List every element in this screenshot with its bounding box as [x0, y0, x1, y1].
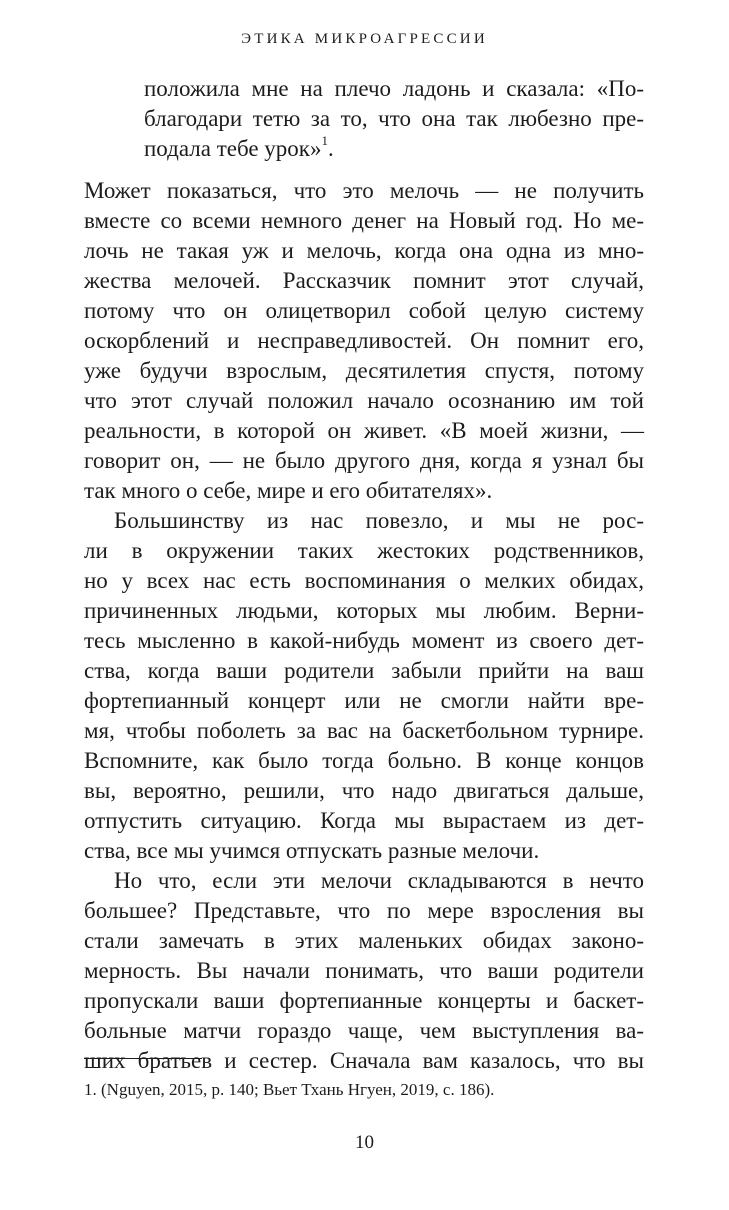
text-line: реальности, в которой он живет. «В моей жизни, — — [84, 418, 644, 443]
text-line: Может показаться, что это мелочь — не получить — [84, 178, 644, 203]
text-line: большее? Представьте, что по мере взросления вы — [84, 898, 644, 923]
paragraph-3 — [84, 866, 644, 1076]
text-line: мерность. Вы начали понимать, что ваши родители — [84, 958, 644, 983]
quote-last-line — [144, 134, 644, 164]
footnote-rule — [84, 1058, 202, 1059]
paragraph-2 — [84, 506, 644, 866]
footnote-ref: 1 — [321, 133, 328, 149]
text-line: так много о себе, мире и его обитателях». — [84, 478, 493, 503]
text-line: вместе со всеми немного денег на Новый год. Но ме- — [84, 208, 644, 233]
text-line: Большинству из нас повезло, и мы не рос- — [114, 508, 644, 533]
quote-line: благодари тетю за то, что она так любезно пре- — [144, 106, 644, 131]
text-line: оскорблений и несправедливостей. Он помнит его, — [84, 328, 644, 353]
text-line: фортепианный концерт или не смогли найти вре- — [84, 688, 644, 713]
text-line: больные матчи гораздо чаще, чем выступления ва- — [84, 1018, 644, 1043]
text-line: причиненных людьми, которых мы любим. Верни- — [84, 598, 644, 623]
text-line: ства, когда ваши родители забыли прийти на ваш — [84, 658, 644, 683]
quote-line: подала тебе урок» — [144, 136, 322, 161]
text-line: говорит он, — не было другого дня, когда я узнал бы — [84, 448, 644, 473]
text-line: тесь мысленно в какой-нибудь момент из своего дет- — [84, 628, 644, 653]
text-line: потому что он олицетворил собой целую систему — [84, 298, 644, 323]
text-line: ли в окружении таких жестоких родственников, — [84, 538, 644, 563]
quote-line: положила мне на плечо ладонь и сказала: «По- — [144, 76, 644, 101]
text-line: стали замечать в этих маленьких обидах законо- — [84, 928, 644, 953]
text-line: отпустить ситуацию. Когда мы вырастаем из дет- — [84, 808, 644, 833]
text-line: ших братьев и сестер. Сначала вам казалось, что вы — [84, 1048, 644, 1073]
text-line: мя, чтобы поболеть за вас на баскетбольном турнире. — [84, 718, 644, 743]
text-line: что этот случай положил начало осознанию им той — [84, 388, 644, 413]
text-line: пропускали ваши фортепианные концерты и баскет- — [84, 988, 644, 1013]
footnote: 1. (Nguyen, 2015, p. 140; Вьет Тхань Нгуен, 2019, с. 186). — [84, 1080, 495, 1099]
text-line: но у всех нас есть воспоминания о мелких обидах, — [84, 568, 644, 593]
text-line: лочь не такая уж и мелочь, когда она одна из мно- — [84, 238, 644, 263]
text-line: вы, вероятно, решили, что надо двигаться дальше, — [84, 778, 644, 803]
quote-end-punctuation: . — [328, 136, 334, 161]
page-number: 10 — [355, 1132, 374, 1153]
text-line: Но что, если эти мелочи складываются в нечто — [114, 868, 644, 893]
text-line: Вспомните, как было тогда больно. В конце концов — [84, 748, 644, 773]
body-text — [84, 176, 644, 1076]
text-line: ства, все мы учимся отпускать разные мелочи. — [84, 838, 540, 863]
paragraph-1 — [84, 176, 644, 506]
text-line: уже будучи взрослым, десятилетия спустя, потому — [84, 358, 644, 383]
text-line: жества мелочей. Рассказчик помнит этот случай, — [84, 268, 644, 293]
block-quote — [144, 74, 644, 164]
running-head: ЭТИКА МИКРОАГРЕССИИ — [241, 31, 488, 47]
